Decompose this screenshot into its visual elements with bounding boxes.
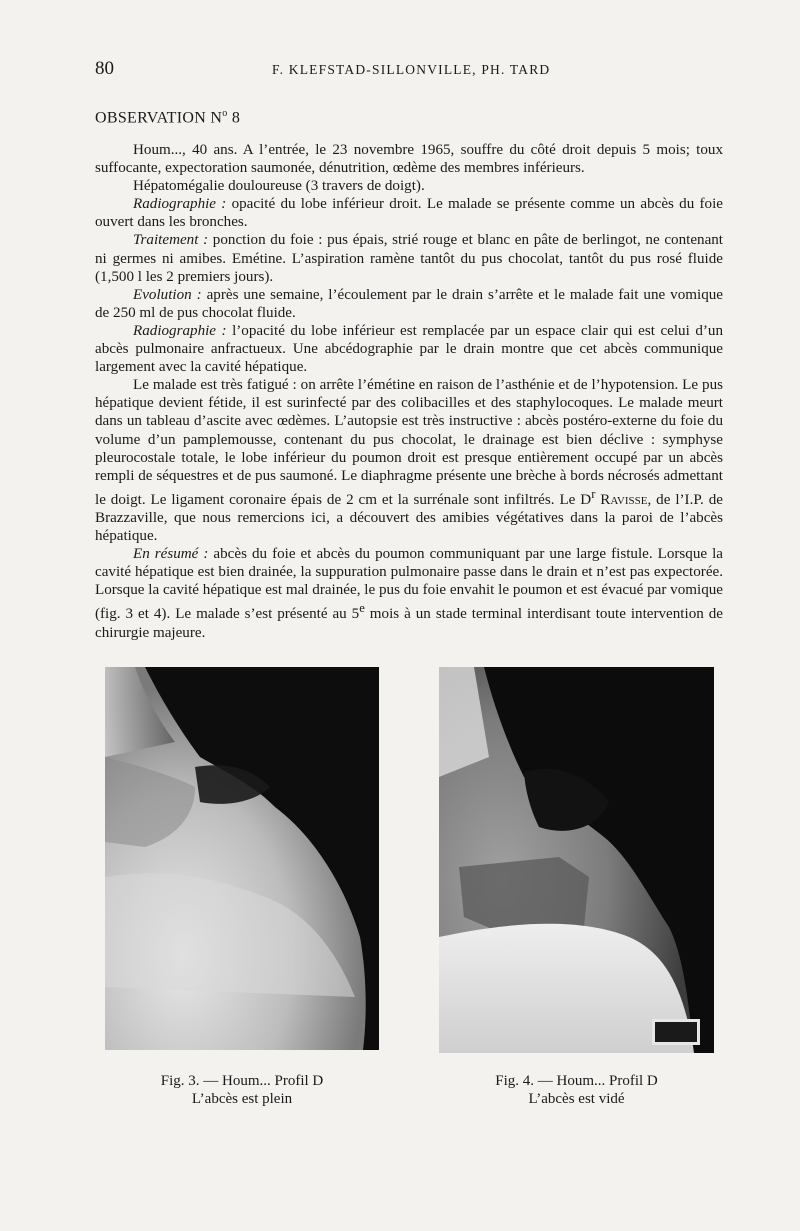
paragraph bbox=[95, 286, 723, 322]
page-number: 80 bbox=[95, 58, 114, 79]
caption-line: Fig. 4. — Houm... Profil D bbox=[495, 1073, 658, 1089]
observation-title-text: OBSERVATION N bbox=[95, 109, 223, 127]
paragraph-text: Le malade est très fatigué : on arrête l’émétine en raison de l’asthénie et de l’hypotension. Le pus hépatique devient fétide, il est surinfecté par des colibacilles et des staphylocoques. Le malade meurt dans un tableau d’ascite avec œdèmes. L’autopsie est très instructive : abcès postéro-externe du foie du volume d’un pamplemousse, contenant du pus chocolat, le drainage est bien déclive : symphyse pleurocostale totale, le lobe inférieur du poumon droit est presque entièrement occupé par un abcès rempli de séquestres et de pus saumoné. Le diaphragme présente une brèche à bords nécrosés admettant le doigt. Le ligament coronaire épais de 2 cm et la surrénale sont infiltrés. Le D bbox=[95, 377, 723, 508]
figure-3-radiograph bbox=[105, 667, 379, 1050]
paragraph-text: l’opacité du lobe inférieur est remplacée par un espace clair qui est celui d’un abcès pulmonaire anfractueux. Une abcédographie par le drain montre que cet abcès communique largement avec la cavité hépatique. bbox=[95, 322, 723, 376]
paragraph-text: Houm..., 40 ans. A l’entrée, le 23 novembre 1965, souffre du côté droit depuis 5 mois; toux suffocante, expectoration saumonée, dénutrition, œdème des membres inférieurs. bbox=[95, 142, 723, 177]
paragraph-tail: mois à un stade terminal interdisant toute intervention de chirurgie majeure. bbox=[95, 606, 723, 641]
radiograph-3-image bbox=[105, 667, 379, 1050]
paragraph-lead: Evolution : bbox=[133, 286, 202, 303]
observation-number: 8 bbox=[227, 109, 241, 127]
paragraph-sup: r bbox=[591, 486, 596, 501]
figure-3-caption bbox=[105, 1072, 379, 1108]
paragraph-sup: e bbox=[359, 601, 365, 616]
paragraph bbox=[95, 322, 723, 376]
paragraph-lead: Radiographie : bbox=[133, 196, 227, 213]
paragraph bbox=[95, 545, 723, 642]
paragraph-text: Hépatomégalie douloureuse (3 travers de doigt). bbox=[133, 178, 425, 195]
caption-line: L’abcès est vidé bbox=[528, 1091, 625, 1107]
observation-title-sup: o bbox=[222, 108, 228, 119]
figure-4-caption bbox=[439, 1072, 714, 1108]
paragraph bbox=[95, 141, 723, 177]
paragraph-lead: En résumé : bbox=[133, 546, 209, 563]
paragraph bbox=[95, 195, 723, 231]
body-text bbox=[95, 141, 723, 642]
paragraph-text: ponction du foie : pus épais, strié rouge et blanc en pâte de berlingot, ne contenant ni germes ni amibes. Emétine. L’aspiration ramène tantôt du pus chocolat, tantôt du pus rosé fluide (1,500 l les 2 premiers jours). bbox=[95, 232, 724, 285]
paragraph-lead: Radiographie : bbox=[133, 322, 227, 339]
caption-line: Fig. 3. — Houm... Profil D bbox=[160, 1073, 324, 1089]
paragraph-lead: Traitement : bbox=[133, 232, 209, 249]
paragraph bbox=[95, 376, 723, 545]
figure-4-radiograph bbox=[439, 667, 714, 1053]
paragraph-tail: , de l’I.P. de Brazzaville, que nous remercions ici, a découvert des amibies végétatives dans la paroi de l’abcès hépatique. bbox=[95, 491, 723, 544]
author-name: Ravisse bbox=[595, 491, 648, 508]
paragraph-text: abcès du foie et abcès du poumon communiquant par une large fistule. Lorsque la cavité hépatique est bien drainée, la suppuration pulmonaire passe dans le drain et n’est pas expectorée. Lorsque la cavité hépatique est mal drainée, le pus du foie envahit le poumon et est évacué par vomique (fig. 3 et 4). Le malade s’est présenté au 5 bbox=[95, 546, 724, 623]
caption-line: L’abcès est plein bbox=[191, 1091, 293, 1107]
paragraph bbox=[95, 177, 723, 195]
radiograph-4-image bbox=[439, 667, 714, 1053]
observation-title bbox=[95, 108, 240, 127]
paragraph-text: opacité du lobe inférieur droit. Le malade se présente comme un abcès du foie ouvert dans les bronches. bbox=[95, 196, 723, 231]
paragraph-text: après une semaine, l’écoulement par le drain s’arrête et le malade fait une vomique de 250 ml de pus chocolat fluide. bbox=[95, 286, 723, 321]
running-head: F. KLEFSTAD-SILLONVILLE, PH. TARD bbox=[272, 62, 551, 77]
paragraph bbox=[95, 231, 723, 285]
